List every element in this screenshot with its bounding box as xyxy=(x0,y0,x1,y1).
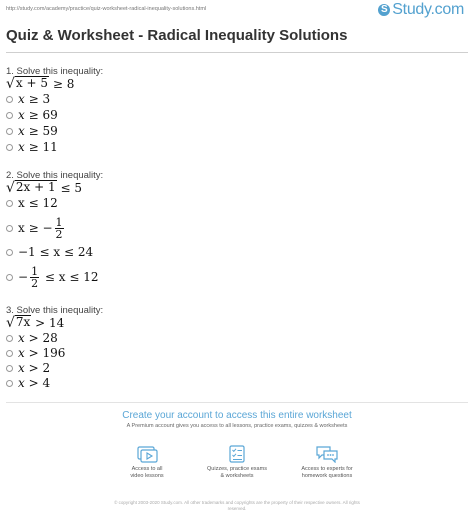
question-1-choice-a[interactable]: x ≥ 3 xyxy=(6,92,50,106)
study-logo[interactable] xyxy=(378,0,464,20)
radio-button[interactable] xyxy=(6,335,13,342)
video-icon xyxy=(136,445,158,463)
radio-button[interactable] xyxy=(6,380,13,387)
question-2-choice-d[interactable]: − $\frac{1}{2}$ ≤ x ≤ 12 xyxy=(6,263,98,291)
create-account-link[interactable]: Create your account to access this entire worksheet xyxy=(122,410,352,421)
page-url: http://study.com/academy/practice/quiz-worksheet-radical-inequality-solutions.html xyxy=(6,6,207,12)
radio-button[interactable] xyxy=(6,96,13,103)
question-2-label: 2. Solve this inequality: xyxy=(6,170,104,181)
question-2-choice-b[interactable]: x ≥ − $\frac{1}{2}$ xyxy=(6,214,66,242)
page-title: Quiz & Worksheet - Radical Inequality Solutions xyxy=(6,27,348,44)
radio-button[interactable] xyxy=(6,365,13,372)
radio-button[interactable] xyxy=(6,225,13,232)
footer-divider xyxy=(6,402,468,403)
question-3-choice-d[interactable]: x > 4 xyxy=(6,376,50,390)
radio-button[interactable] xyxy=(6,350,13,357)
question-1-choice-b[interactable]: x ≥ 69 xyxy=(6,108,58,122)
question-1-expression: √ x + 5 ≥ 8 xyxy=(6,76,75,92)
question-3-choice-c[interactable]: x > 2 xyxy=(6,361,50,375)
title-divider xyxy=(6,52,468,53)
question-2-expression: √ 2x + 1 ≤ 5 xyxy=(6,180,82,196)
question-3-label: 3. Solve this inequality: xyxy=(6,305,104,316)
radio-button[interactable] xyxy=(6,274,13,281)
question-3-choice-a[interactable]: x > 28 xyxy=(6,331,58,345)
chat-icon xyxy=(315,445,339,463)
feature-experts: Access to experts for homework questions xyxy=(282,445,372,480)
question-1-choice-c[interactable]: x ≥ 59 xyxy=(6,124,58,138)
feature-video-lessons: Access to all video lessons xyxy=(102,445,192,480)
study-logo-icon: S xyxy=(378,4,390,16)
radio-button[interactable] xyxy=(6,128,13,135)
question-3-choice-b[interactable]: x > 196 xyxy=(6,346,65,360)
copyright-notice: © copyright 2003-2020 Study.com. All other trademarks and copyrights are the property of their respective owners. All rights reserved. xyxy=(114,500,360,511)
premium-description: A Premium account gives you access to all lessons, practice exams, quizzes & worksheets xyxy=(126,423,348,429)
radio-button[interactable] xyxy=(6,249,13,256)
question-2-choice-a[interactable]: x ≤ 12 xyxy=(6,196,58,210)
question-1-label: 1. Solve this inequality: xyxy=(6,66,104,77)
radio-button[interactable] xyxy=(6,200,13,207)
question-3-expression: √ 7x > 14 xyxy=(6,315,65,331)
radio-button[interactable] xyxy=(6,144,13,151)
study-logo-text: Study.com xyxy=(392,1,464,18)
checklist-icon xyxy=(226,445,248,463)
radio-button[interactable] xyxy=(6,112,13,119)
question-2-choice-c[interactable]: −1 ≤ x ≤ 24 xyxy=(6,245,93,259)
feature-quizzes: Quizzes, practice exams & worksheets xyxy=(192,445,282,480)
question-1-choice-d[interactable]: x ≥ 11 xyxy=(6,140,58,154)
